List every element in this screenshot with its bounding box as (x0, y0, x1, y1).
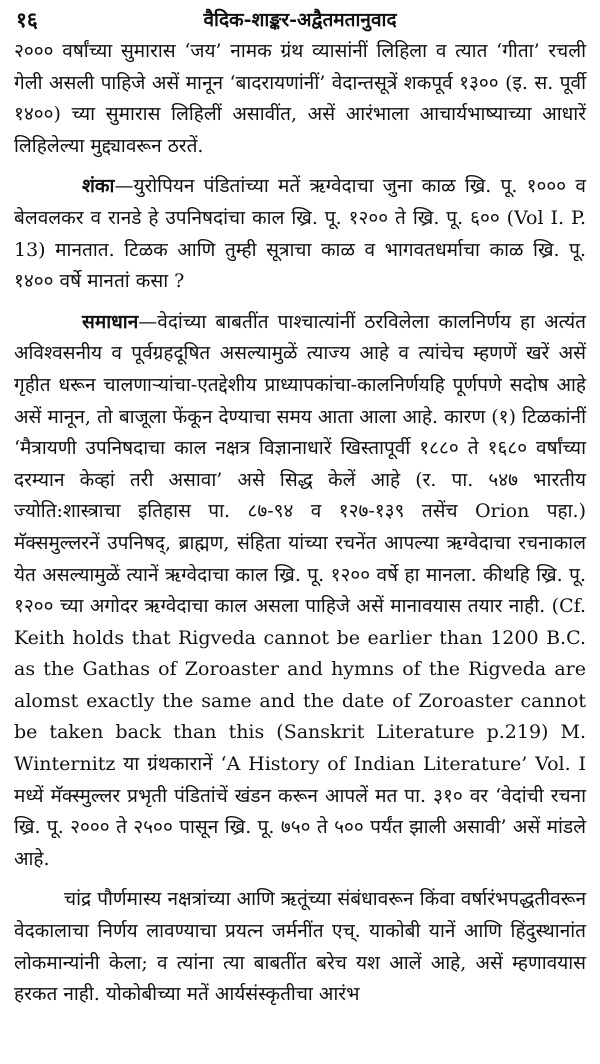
paragraph-text: चांद्र पौर्णमास्य नक्षत्रांच्या आणि ऋतूंच्या संबंधावरून किंवा वर्षारंभपद्धतीवरून वेदकालाचा निर्णय लावण्याचा प्रयत्न जर्मनींत एच्. याकोबी यानें आणि हिंदुस्थानांत लोकमान्यांनी केला; व त्यांना त्या बाबतींत बरेच यश आलें आहे, असें म्हणावयास हरकत नाही. योकोबीच्या मतें आर्यसंस्कृतीचा आरंभ (14, 888, 586, 1006)
paragraph-lead-shanka: शंका (82, 175, 115, 198)
paragraph-continuation (14, 36, 586, 162)
paragraph-text: २००० वर्षांच्या सुमारास ‘जय’ नामक ग्रंथ व्यासांनीं लिहिला व त्यात ‘गीता’ रचली गेली असली पाहिजे असें मानून ‘बादरायणांनीं’ वेदान्तसूत्रें शकपूर्व १३०० (इ. स. पूर्वी १४००) च्या सुमारास लिहिलीं असावींत, असें आरंभाला आचार्यभाष्याच्या आधारें लिहिलेल्या मुद्द्यावरून ठरतें. (14, 40, 586, 157)
paragraph-text: —वेदांच्या बाबतींत पाश्चात्यांनीं ठरविलेला कालनिर्णय हा अत्यंत अविश्वसनीय व पूर्वग्रहदूषित असल्यामुळें त्याज्य आहे व त्यांचेच म्हणणें खरें असें गृहीत धरून चालणाऱ्यांचा-एतद्देशीय प्राध्यापकांचा-कालनिर्णयहि पूर्णपणे सदोष आहे असें मानून, तो बाजूला फेंकून देण्याचा समय आता आला आहे. कारण (१) टिळकांनीं ‘मैत्रायणी उपनिषदाचा काल नक्षत्र विज्ञानाधारें खिस्तापूर्वी १८८० ते १६८० वर्षांच्या दरम्यान केव्हां तरी असावा’ असे सिद्ध केलें आहे (र. पा. ५४७ भारतीय ज्योति:शास्त्राचा इतिहास पा. ८७-९४ व १२७-१३९ तसेंच Orion पहा.) मॅक्समुल्लरनें उपनिषद्, ब्राह्मण, संहिता यांच्या रचनेंत आपल्या ऋग्वेदाचा रचनाकाल येत असल्यामुळें त्यानें ऋग्वेदाचा काल ख्रि. पू. १२०० वर्षे हा मानला. कीथहि ख्रि. पू. १२०० च्या अगोदर ऋग्वेदाचा काल असला पाहिजे असें मानावयास तयार नाही. (Cf. Keith holds that Rigveda cannot be earlier than 1200 B.C. as the Gathas of Zoroaster and hymns of the Rigveda are alomst exactly the same and the date of Zoroaster cannot be taken back than this (Sanskrit Literature p.219) M. Winternitz या ग्रंथकारानें ‘A History of Indian Literature’ Vol. I मध्यें मॅक्स्मुल्लर प्रभृती पंडितांचें खंडन करून आपलें मत पा. ३१० वर ‘वेदांची रचना ख्रि. पू. २००० ते २५०० पासून ख्रि. पू. ७५० ते ५०० पर्यंत झाली असावी’ असें मांडले आहे. (14, 310, 586, 870)
body-text (14, 36, 586, 1011)
paragraph-text: —युरोपियन पंडितांच्या मतें ऋग्वेदाचा जुना काळ ख्रि. पू. १००० व बेलवलकर व रानडे हे उपनिषदांचा काल ख्रि. पू. १२०० ते ख्रि. पू. ६०० (Vol I. P. 13) मानतात. टिळक आणि तुम्ही सूत्राचा काळ व भागवतधर्माचा काळ ख्रि. पू. १४०० वर्षे मानतां कसा ? (14, 175, 586, 293)
paragraph-question (14, 171, 586, 297)
paragraph-answer (14, 307, 586, 876)
page-number: १६ (16, 7, 38, 32)
paragraph-lunar-calendar (14, 884, 586, 1010)
paragraph-lead-samadhan: समाधान (82, 310, 139, 333)
page-header (14, 4, 586, 34)
running-title: वैदिक-शाङ्कर-अद्वैतमतानुवाद (203, 9, 397, 31)
